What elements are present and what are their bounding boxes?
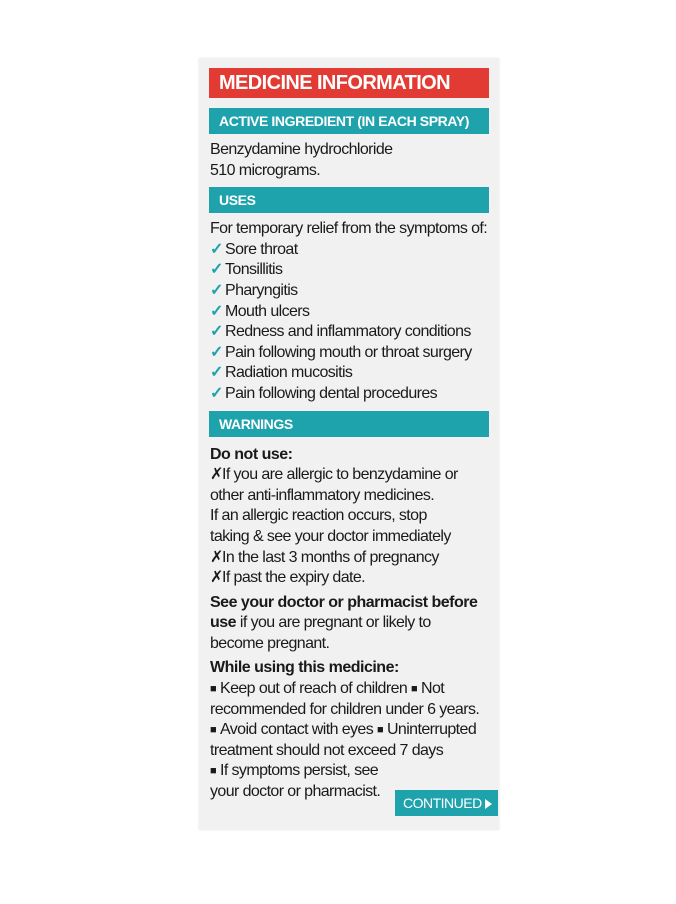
- uses-intro: For temporary relief from the symptoms of:: [210, 220, 488, 238]
- see-doctor-heading: See your doctor or pharmacist before: [210, 593, 478, 611]
- warnings-heading: WARNINGS: [209, 411, 489, 437]
- while-using-line: [209, 679, 489, 700]
- use-item-label: Redness and inflammatory conditions: [225, 323, 471, 341]
- use-item-label: Pain following mouth or throat surgery: [225, 343, 472, 361]
- check-icon: ✓: [210, 343, 223, 361]
- square-bullet-icon: ■: [376, 724, 384, 737]
- check-icon: ✓: [210, 240, 223, 258]
- warning-text: If you are allergic to benzydamine or: [222, 466, 458, 484]
- list-item: [209, 322, 489, 343]
- use-item-label: Sore throat: [225, 240, 298, 258]
- check-icon: ✓: [210, 384, 223, 402]
- play-triangle-icon: [485, 799, 492, 809]
- see-doctor-bold-word: use: [210, 614, 237, 632]
- while-using-text: If symptoms persist, see: [220, 762, 379, 780]
- while-using-text: Keep out of reach of children: [220, 680, 408, 698]
- check-icon: ✓: [210, 302, 223, 320]
- see-doctor-text: if you are pregnant or likely to: [236, 614, 431, 632]
- check-icon: ✓: [210, 281, 223, 299]
- use-item-label: Pharyngitis: [225, 281, 298, 299]
- active-ingredient-heading: ACTIVE INGREDIENT (IN EACH SPRAY): [209, 108, 489, 134]
- list-item: [209, 302, 489, 323]
- medicine-information-panel: [199, 58, 499, 830]
- list-item: [209, 281, 489, 302]
- medicine-information-title: MEDICINE INFORMATION: [209, 68, 489, 98]
- warning-text: If past the expiry date.: [222, 569, 366, 587]
- uses-heading: USES: [209, 187, 489, 213]
- warning-line: other anti-inflammatory medicines.: [210, 486, 435, 504]
- check-icon: ✓: [210, 323, 223, 341]
- use-item-label: Pain following dental procedures: [225, 384, 438, 402]
- warning-line: [209, 465, 489, 486]
- use-item-label: Radiation mucositis: [225, 364, 353, 382]
- while-using-line: treatment should not exceed 7 days: [210, 741, 444, 759]
- square-bullet-icon: ■: [210, 683, 217, 696]
- while-using-line: [209, 720, 489, 741]
- warning-line: [209, 548, 489, 569]
- square-bullet-icon: ■: [210, 724, 217, 737]
- while-using-text: Avoid contact with eyes: [220, 721, 374, 739]
- cross-icon: ✗: [210, 548, 223, 566]
- list-item: [209, 260, 489, 281]
- while-using-heading: While using this medicine:: [210, 659, 399, 677]
- while-using-text: Uninterrupted: [386, 721, 477, 739]
- cross-icon: ✗: [210, 466, 223, 484]
- use-item-label: Mouth ulcers: [225, 302, 310, 320]
- do-not-use-heading: Do not use:: [210, 445, 293, 463]
- while-using-line: recommended for children under 6 years.: [210, 700, 480, 718]
- while-using-line: your doctor or pharmacist.: [210, 783, 381, 801]
- continued-label: CONTINUED: [403, 795, 482, 811]
- ingredient-name: Benzydamine hydrochloride: [210, 141, 393, 158]
- warning-line: taking & see your doctor immediately: [210, 527, 451, 545]
- while-using-line: [209, 761, 489, 782]
- warning-text: In the last 3 months of pregnancy: [222, 548, 439, 566]
- warning-line: [209, 568, 489, 589]
- list-item: [209, 384, 489, 405]
- panel-content: [209, 68, 489, 803]
- check-icon: ✓: [210, 364, 223, 382]
- square-bullet-icon: ■: [210, 765, 217, 778]
- cross-icon: ✗: [210, 569, 223, 587]
- use-item-label: Tonsillitis: [225, 261, 283, 279]
- continued-button[interactable]: [395, 790, 498, 816]
- list-item: [209, 240, 489, 261]
- uses-list: [209, 240, 489, 405]
- while-using-text: Not: [421, 680, 445, 698]
- check-icon: ✓: [210, 261, 223, 279]
- warning-line: If an allergic reaction occurs, stop: [210, 507, 427, 525]
- list-item: [209, 343, 489, 364]
- list-item: [209, 363, 489, 384]
- see-doctor-line: [209, 613, 489, 634]
- ingredient-amount: 510 micrograms.: [210, 161, 321, 179]
- square-bullet-icon: ■: [411, 683, 418, 696]
- see-doctor-line: become pregnant.: [210, 634, 330, 652]
